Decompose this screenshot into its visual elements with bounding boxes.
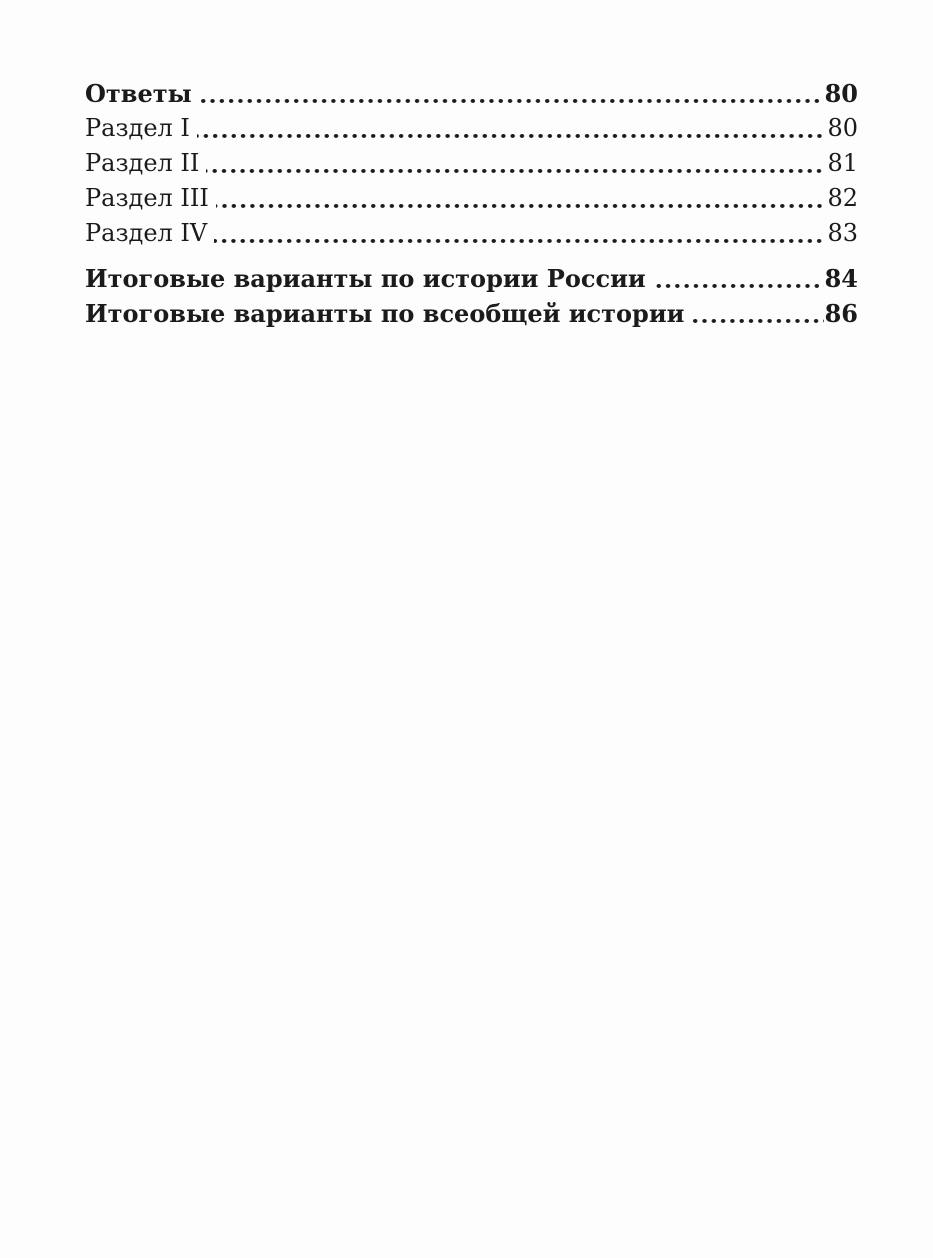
toc-entry bbox=[85, 216, 858, 251]
toc-entry-label: Раздел I bbox=[85, 114, 190, 142]
toc-entry-label: Раздел III bbox=[85, 184, 209, 212]
toc-entry-label: Итоговые варианты по истории России bbox=[85, 264, 646, 293]
dot-leader bbox=[653, 284, 824, 289]
toc-entry-label: Итоговые варианты по всеобщей истории bbox=[85, 299, 685, 328]
dot-leader bbox=[214, 239, 826, 244]
toc-entry bbox=[85, 296, 858, 331]
toc-entry-page: 81 bbox=[827, 149, 858, 177]
dot-leader bbox=[199, 99, 824, 104]
toc bbox=[85, 76, 858, 331]
toc-entry bbox=[85, 76, 858, 111]
toc-entry-page: 82 bbox=[827, 184, 858, 212]
toc-entry-page: 84 bbox=[824, 264, 858, 293]
toc-entry-label: Ответы bbox=[85, 79, 192, 108]
toc-entry-label: Раздел IV bbox=[85, 219, 208, 247]
toc-entry bbox=[85, 261, 858, 296]
toc-entry bbox=[85, 111, 858, 146]
toc-entry bbox=[85, 146, 858, 181]
toc-entry bbox=[85, 181, 858, 216]
toc-entry-label: Раздел II bbox=[85, 149, 200, 177]
dot-leader bbox=[197, 134, 827, 139]
toc-entry-page: 80 bbox=[827, 114, 858, 142]
dot-leader bbox=[216, 204, 827, 209]
dot-leader bbox=[206, 169, 826, 174]
dot-leader bbox=[691, 319, 823, 324]
toc-entry-page: 80 bbox=[824, 79, 858, 108]
toc-entry-page: 83 bbox=[827, 219, 858, 247]
toc-entry-page: 86 bbox=[824, 299, 858, 328]
